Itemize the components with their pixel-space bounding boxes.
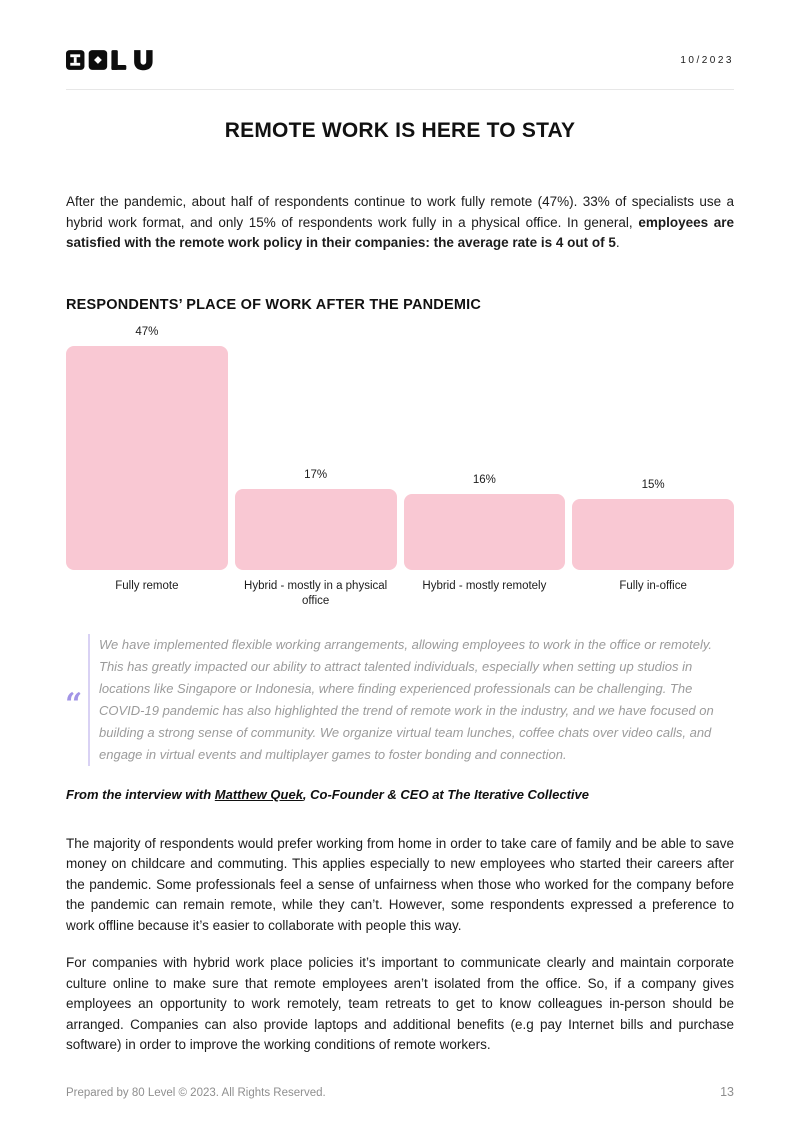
bar-value-label: 17% bbox=[304, 468, 328, 481]
issue-date: 10/2023 bbox=[680, 54, 734, 66]
quote-mark-icon: “ bbox=[65, 686, 83, 722]
intro-period: . bbox=[615, 235, 620, 250]
quote-text: We have implemented flexible working arrangements, allowing employees to work in the office or remotely. This has greatly impacted our ability to attract talented individuals, especially when setting up studios in locations like Singapore or Indonesia, where finding experienced professionals can be challenging. The COVID-19 pandemic has also highlighted the trend of remote work in the industry, and we have focused on building a strong sense of community. We organize virtual team lunches, coffee chats over video calls, and engage in virtual events and multiplayer games to foster bonding and connection. bbox=[99, 636, 714, 762]
page-number: 13 bbox=[720, 1085, 734, 1099]
page-header bbox=[66, 0, 734, 90]
bar-value-label: 15% bbox=[641, 478, 665, 491]
80lv-logo-icon bbox=[66, 46, 154, 74]
brand-logo-80lv bbox=[66, 46, 154, 74]
page-title: REMOTE WORK IS HERE TO STAY bbox=[224, 119, 576, 142]
body-paragraph-2: For companies with hybrid work place policies it’s important to communicate clearly and maintain corporate culture online to make sure that remote employees aren’t isolated from the office. So, if a company gives employees an opportunity to work remotely, team retreats to get to know colleagues in-person should be arranged. Companies can also provide laptops and additional benefits (e.g pay Internet bills and purchase software) in order to improve the working conditions of remote workers. bbox=[66, 955, 734, 1052]
chart-title: RESPONDENTS’ PLACE OF WORK AFTER THE PANDEMIC bbox=[66, 296, 482, 313]
body-paragraph-1: The majority of respondents would prefer working from home in order to take care of family and be able to save money on childcare and commuting. This applies especially to new employees who started their careers after the pandemic. Some professionals feel a sense of unfairness when those who worked for the company before the pandemic can remain remote, while they can’t. However, some respondents expressed a preference to work offline because it’s easier to collaborate with people this way. bbox=[66, 835, 734, 933]
bar bbox=[404, 494, 566, 570]
quote-block bbox=[65, 634, 734, 766]
bar bbox=[66, 346, 228, 570]
interviewee-link[interactable]: Matthew Quek bbox=[214, 786, 303, 802]
bar bbox=[572, 499, 734, 570]
attribution-suffix: , Co-Founder & CEO at The Iterative Collective bbox=[302, 786, 589, 802]
chart-column bbox=[235, 469, 397, 609]
bar bbox=[235, 489, 397, 570]
quote-attribution bbox=[66, 787, 734, 802]
page-footer bbox=[66, 1085, 734, 1099]
bar-chart bbox=[66, 326, 734, 609]
copyright-text: Prepared by 80 Level © 2023. All Rights Reserved. bbox=[66, 1087, 326, 1099]
chart-column bbox=[572, 479, 734, 609]
bar-category-label: Fully in-office bbox=[619, 579, 687, 592]
bar-category-label: Hybrid - mostly in a physical office bbox=[244, 579, 388, 607]
bar-value-label: 16% bbox=[472, 473, 496, 486]
bar-value-label: 47% bbox=[135, 325, 159, 338]
intro-bold-text: employees are satisfied with the remote work policy in their companies: the average rate is 4 out of 5 bbox=[66, 214, 734, 250]
bar-category-label: Fully remote bbox=[115, 579, 179, 592]
chart-column bbox=[66, 326, 228, 609]
chart-column bbox=[404, 474, 566, 609]
attribution-prefix: From the interview with bbox=[66, 786, 215, 802]
intro-text: After the pandemic, about half of respondents continue to work fully remote (47%). 33% of specialists use a hybrid work format, and only 15% of respondents work fully in a physical office. In general, bbox=[66, 194, 734, 230]
bar-category-label: Hybrid - mostly remotely bbox=[422, 579, 547, 592]
intro-paragraph bbox=[66, 192, 734, 254]
